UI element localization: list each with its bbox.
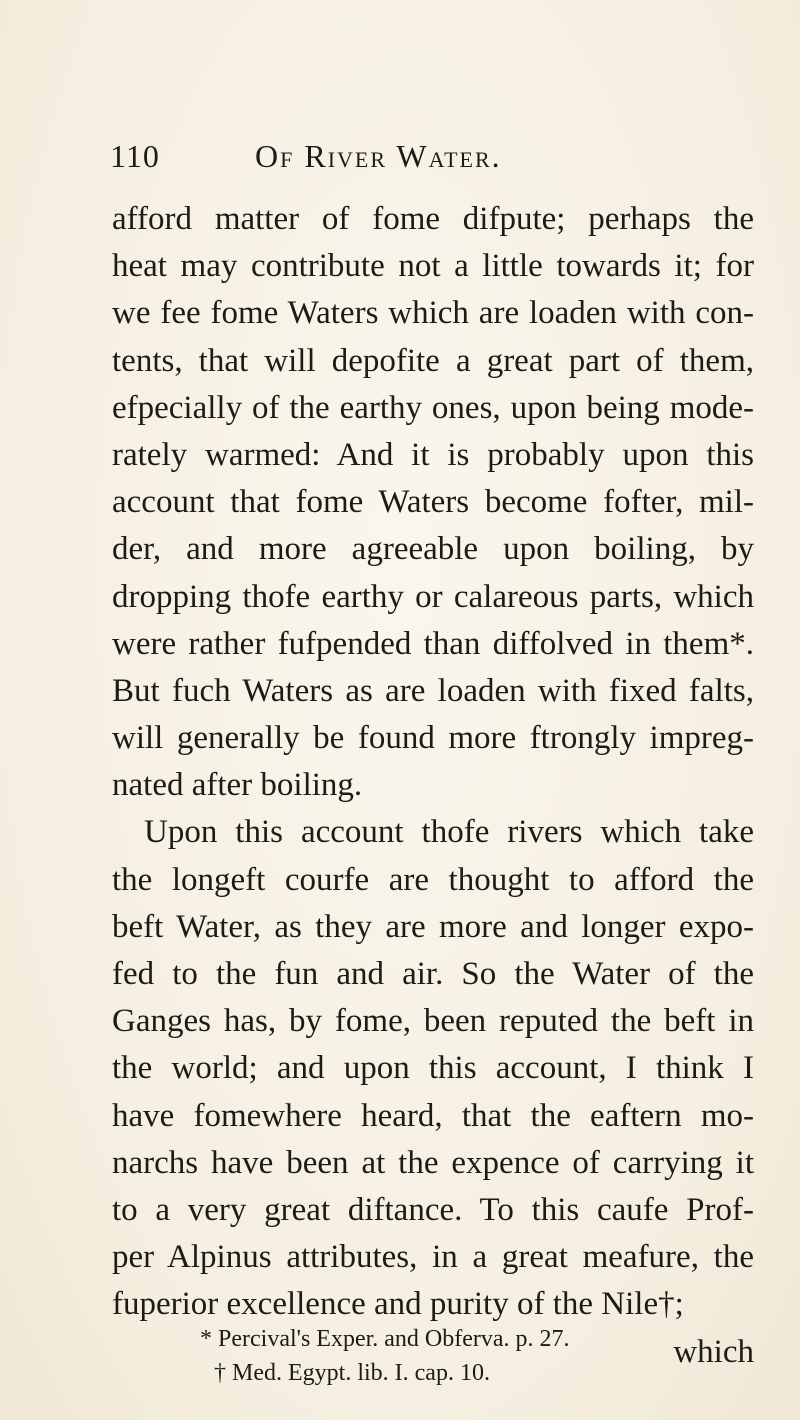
text-line: the longeft courfe are thought to afford the (112, 861, 754, 898)
text-line: have fomewhere heard, that the eaftern mo- (112, 1097, 754, 1134)
text-line: fed to the fun and air. So the Water of the (112, 956, 754, 992)
text-line: Upon this account thofe rivers which take (144, 814, 754, 851)
text-line: fuperior excellence and purity of the Nile†; (112, 1286, 684, 1323)
body-text (112, 196, 754, 1376)
text-line: we fee fome Waters which are loaden with con- (112, 295, 754, 332)
text-line: dropping thofe earthy or calareous parts, which (112, 578, 754, 615)
footnotes (200, 1322, 570, 1390)
page-number: 110 (110, 138, 160, 174)
text-line: nated after boiling. (112, 767, 363, 804)
text-line: Ganges has, by fome, been reputed the beft in (112, 1003, 754, 1040)
text-line: account that fome Waters become fofter, mil- (112, 484, 754, 521)
text-line: beft Water, as they are more and longer expo- (112, 908, 754, 945)
text-line: narchs have been at the expence of carrying it (112, 1144, 754, 1181)
text-line: afford matter of fome difpute; perhaps the (112, 201, 754, 237)
footnote: * Percival's Exper. and Obferva. p. 27. (200, 1326, 570, 1352)
text-line: will generally be found more ftrongly impreg- (112, 720, 754, 757)
catchword: which (673, 1333, 754, 1370)
footnote: † Med. Egypt. lib. I. cap. 10. (214, 1360, 490, 1386)
text-line: were rather fufpended than diffolved in them*. (112, 625, 754, 662)
text-line: rately warmed: And it is probably upon this (112, 436, 754, 473)
page-header (110, 138, 750, 178)
text-line: efpecially of the earthy ones, upon being mode- (112, 389, 754, 426)
text-line: der, and more agreeable upon boiling, by (112, 531, 754, 568)
running-head: Of River Water. (255, 138, 502, 174)
text-line: per Alpinus attributes, in a great meafure, the (112, 1239, 754, 1276)
text-line: But fuch Waters as are loaden with fixed falts, (112, 672, 754, 709)
text-line: heat may contribute not a little towards it; for (112, 248, 754, 285)
text-line: the world; and upon this account, I think I (112, 1050, 754, 1087)
text-line: tents, that will depofite a great part of them, (112, 342, 754, 379)
text-line: to a very great diftance. To this caufe Prof- (112, 1191, 754, 1228)
